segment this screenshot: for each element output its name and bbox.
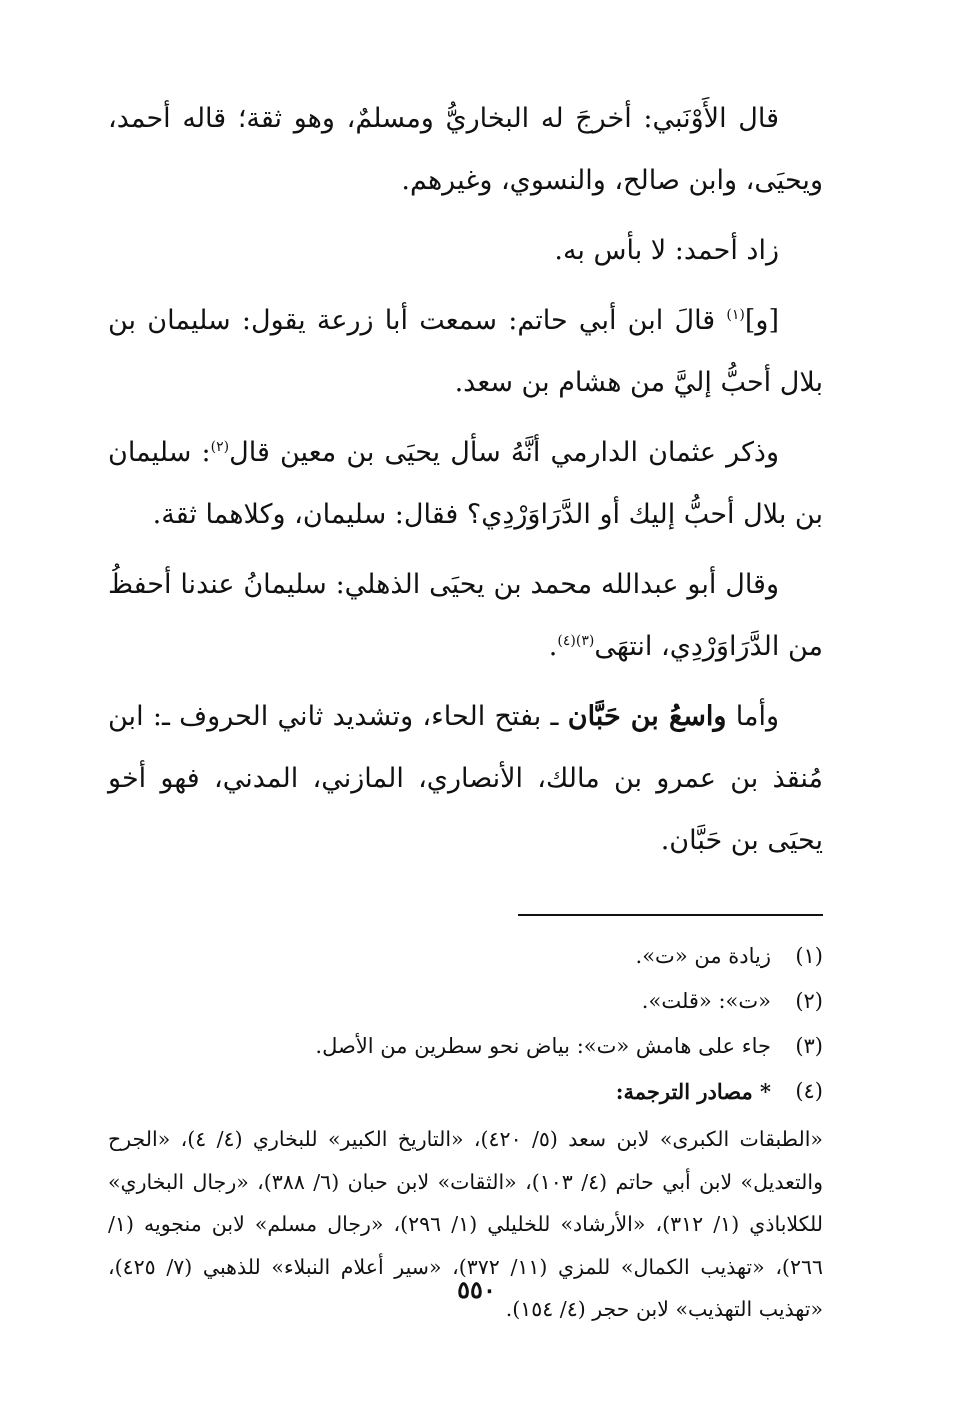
page-number: ٥٥٠ [457,1275,496,1304]
paragraph-3-text: قالَ ابن أبي حاتم: سمعت أبا زرعة يقول: سليمان بن بلال أحبُّ إليَّ من هشام بن سعد. [108,305,823,398]
footnote-ref-3-4: (٣)(٤) [557,633,595,649]
bracket-insertion: [و] [744,305,779,336]
footnote-divider [518,914,823,916]
footnote-number: (٤) [795,1079,823,1103]
page-body [108,88,823,1331]
footnote-2 [108,979,823,1024]
footnote-ref-1: (١) [726,307,745,323]
footnote-1 [108,934,823,979]
paragraph-6-text-a: وأما [726,701,780,732]
paragraph-1: قال الأَوْنَبي: أخرجَ له البخاريُّ ومسلمٌ، وهو ثقة؛ قاله أحمد، ويحيَى، وابن صالح، والنسوي، وغيرهم. [108,103,823,196]
footnote-ref-2: (٢) [210,439,230,455]
paragraph-3 [108,290,823,414]
narrator-name: واسعُ بن حَبَّان [567,701,727,732]
footnote-4-sources: «الطبقات الكبرى» لابن سعد (٥/ ٤٢٠)، «التاريخ الكبير» للبخاري (٤/ ٤)، «الجرح والتعديل» لابن أبي حاتم (٤/ ١٠٣)، «الثقات» لابن حبان (٦/ ٣٨٨)، «رجال البخاري» للكلاباذي (١/ ٣١٢)، «الأرشاد» للخليلي (١/ ٢٩٦)، «رجال مسلم» لابن منجويه (١/ ٢٦٦)، «تهذيب الكمال» للمزي (١١/ ٣٧٢)، «سير أعلام النبلاء» للذهبي (٧/ ٤٢٥)، «تهذيب التهذيب» لابن حجر (٤/ ١٥٤). [108,1127,823,1321]
paragraph-2: زاد أحمد: لا بأس به. [554,235,779,266]
footnote-4 [108,1069,823,1114]
footnote-title: * مصادر الترجمة: [615,1079,771,1104]
footnote-number: (١) [795,944,823,968]
paragraph-4 [108,422,823,546]
paragraph-5-text-b: . [548,631,558,662]
footnote-3 [108,1024,823,1069]
paragraph-4-text-a: وذكر عثمان الدارمي أنَّهُ سأل يحيَى بن معين قال [229,437,779,468]
paragraph-6-text-b: ـ بفتح الحاء، وتشديد ثاني الحروف ـ: ابن مُنقذ بن عمرو بن مالك، الأنصاري، المازني، المدني، فهو أخو يحيَى بن حَبَّان. [108,701,823,856]
footnote-number: (٢) [795,989,823,1013]
paragraph-4-text-b: : سليمان بن بلال أحبُّ إليك أو الدَّرَاوَرْدِي؟ فقال: سليمان، وكلاهما ثقة. [108,437,823,530]
footnote-text: زيادة من «ت». [635,944,771,968]
paragraph-5-text-a: وقال أبو عبدالله محمد بن يحيَى الذهلي: سليمانُ عندنا أحفظُ من الدَّرَاوَرْدِي، انتهَى [108,569,823,662]
footnote-text: جاء على هامش «ت»: بياض نحو سطرين من الأصل. [315,1034,771,1058]
paragraph-5 [108,554,823,678]
footnote-text: «ت»: «قلت». [641,989,771,1013]
paragraph-6 [108,686,823,872]
footnote-number: (٣) [795,1034,823,1058]
